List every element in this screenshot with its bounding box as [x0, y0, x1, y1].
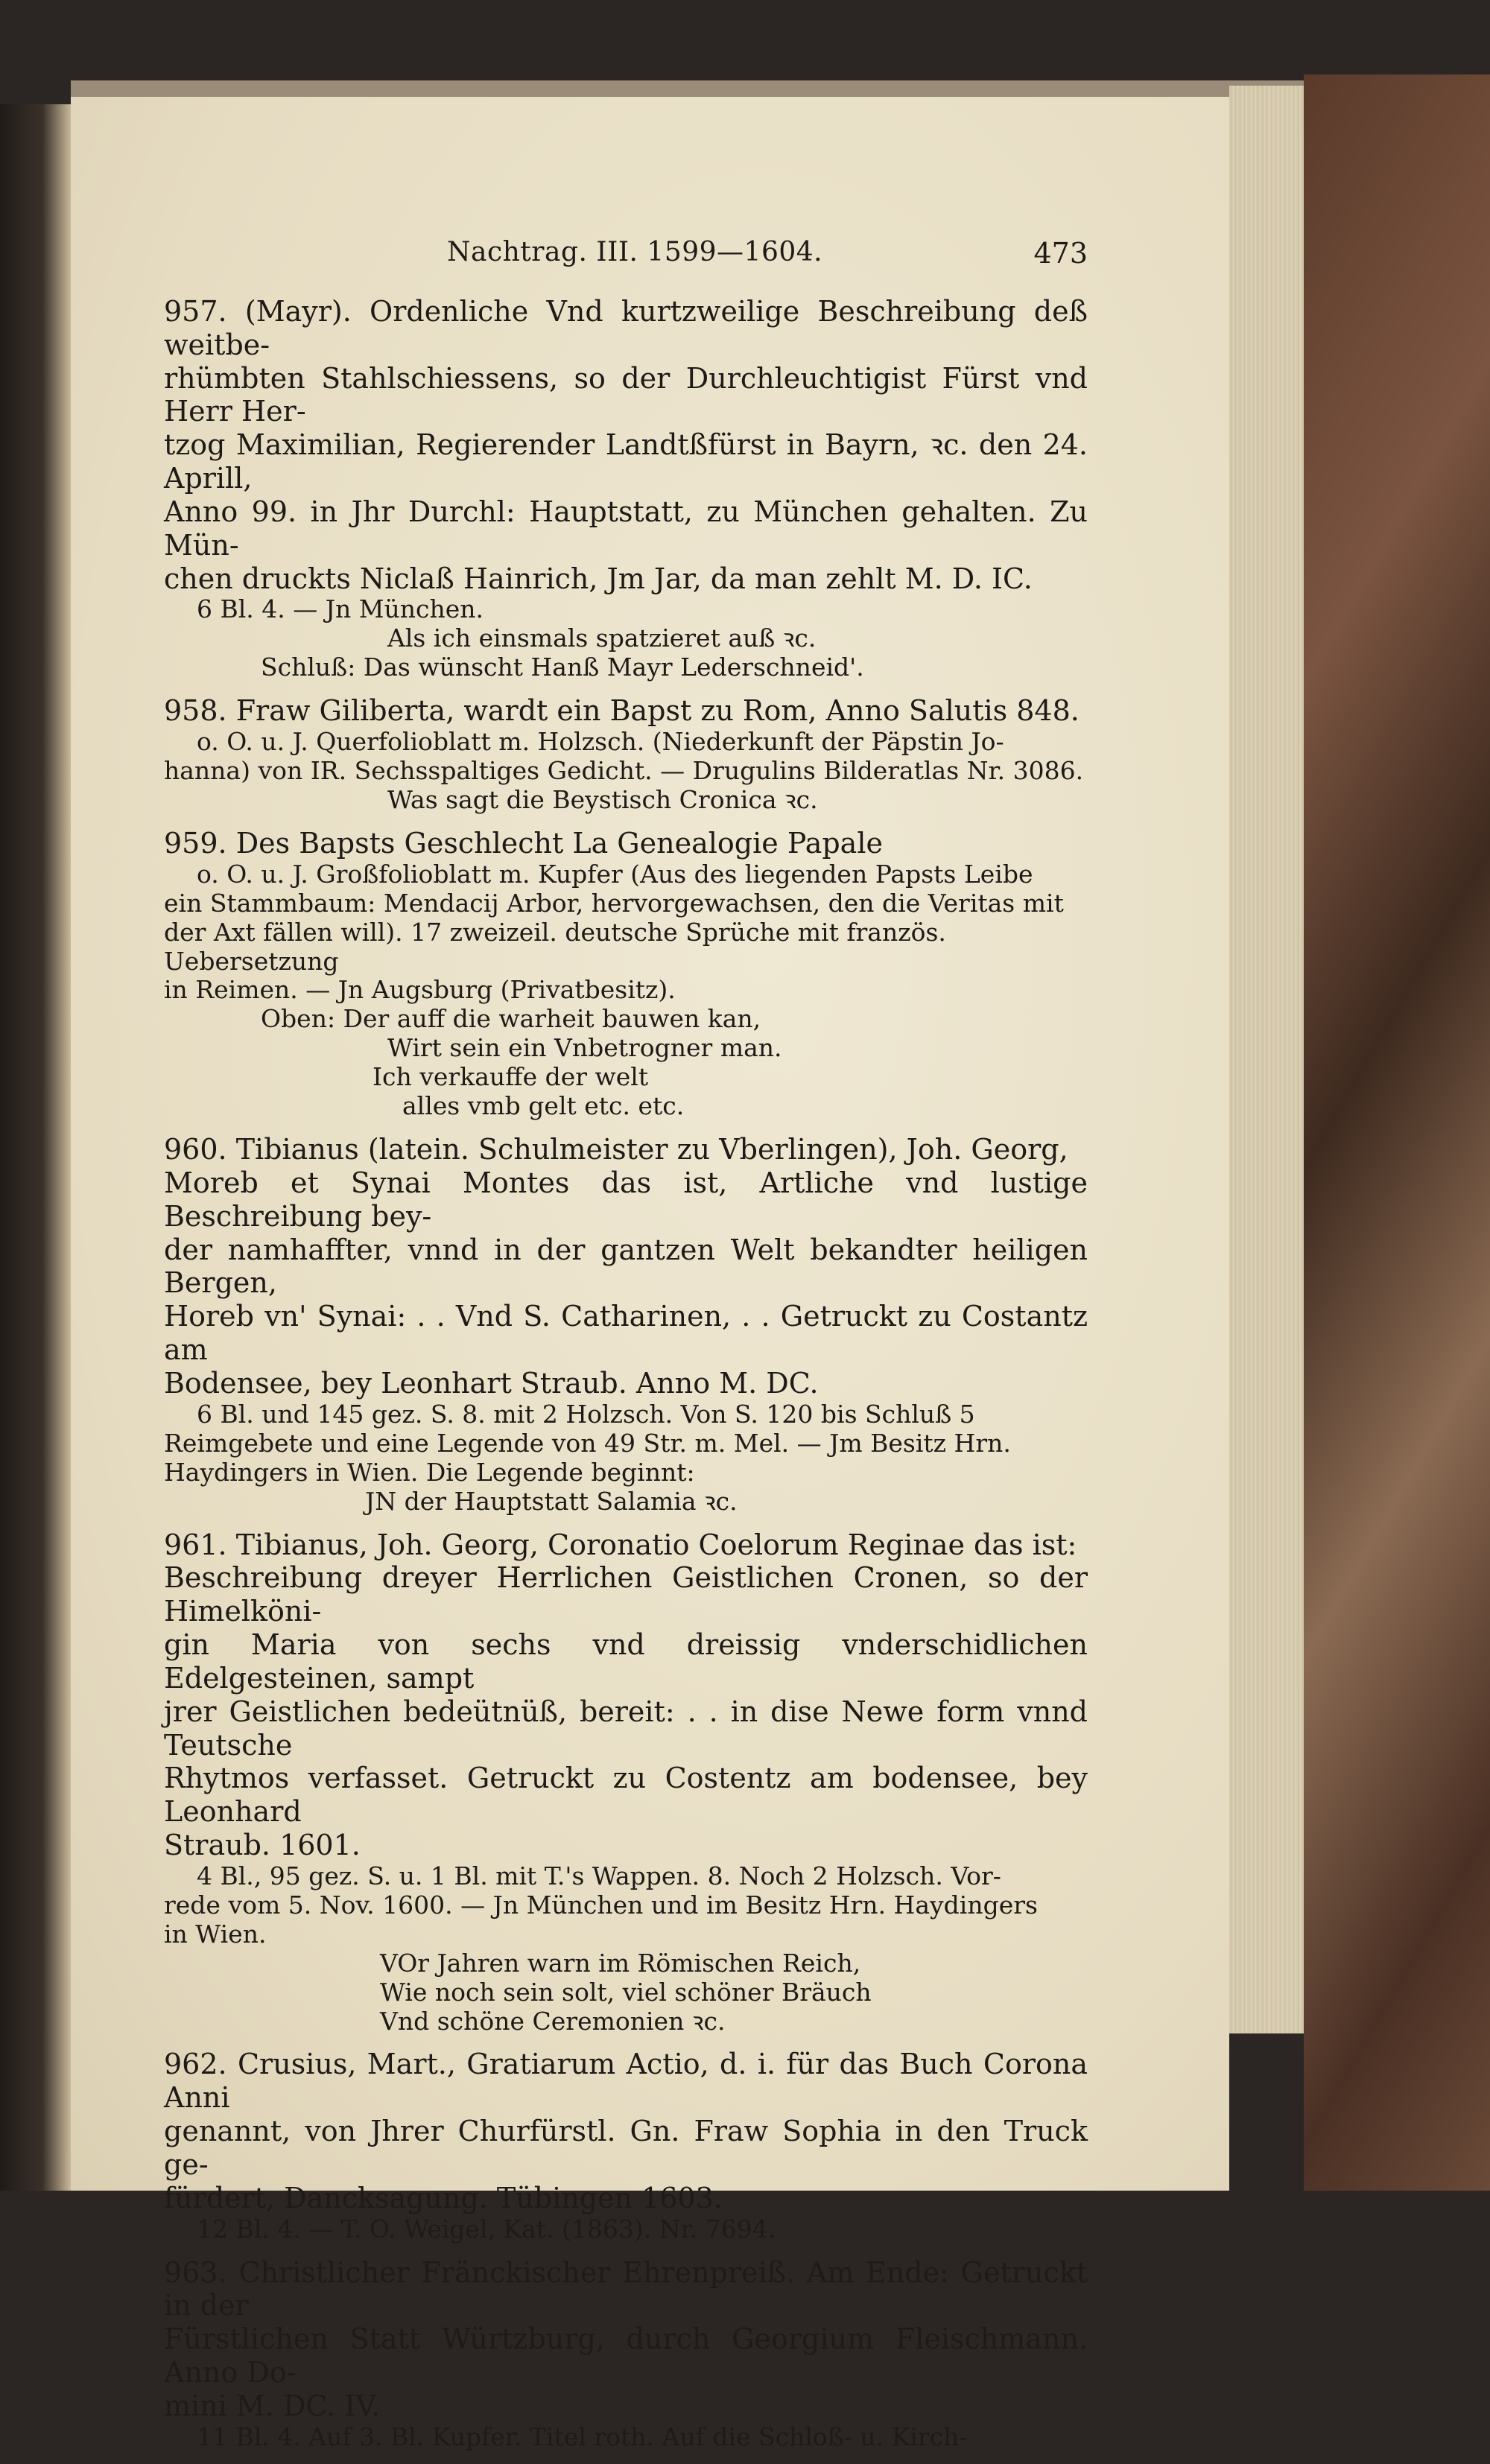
book-gutter — [0, 104, 71, 2191]
entry-line: Bodensee, bey Leonhart Straub. Anno M. DC. — [164, 1366, 819, 1400]
entry-note: in Reimen. — Jn Augsburg (Privatbesitz). — [164, 975, 676, 1005]
entry-note: 6 Bl. 4. — Jn München. — [197, 594, 484, 624]
entry-line: gin Maria von sechs vnd dreissig vnderschidlichen Edelgesteinen, sampt — [164, 1628, 1088, 1695]
entry-957 — [164, 295, 1088, 682]
entry-note: o. O. u. J. Großfolioblatt m. Kupfer (Aus des liegenden Papsts Leibe — [197, 859, 1033, 889]
entry-line: rhümbten Stahlschiessens, so der Durchleuchtigist Fürst vnd Herr Her- — [164, 361, 1088, 428]
entry-line: Beschreibung dreyer Herrlichen Geistlichen Cronen, so der Himelköni- — [164, 1561, 1088, 1628]
entry-line: 957. (Mayr). Ordenliche Vnd kurtzweilige Beschreibung deß weitbe- — [164, 295, 1088, 361]
entry-line: Straub. 1601. — [164, 1829, 361, 1861]
running-title: Nachtrag. III. 1599—1604. — [447, 237, 823, 267]
entry-line: mini M. DC. IV. — [164, 2389, 381, 2422]
entry-verse: Vnd schöne Ceremonien ꝛc. — [380, 2006, 726, 2036]
entry-quote: JN der Hauptstatt Salamia ꝛc. — [365, 1486, 738, 1516]
page-text — [164, 237, 1088, 2464]
entry-line: Fürstlichen Statt Würtzburg, durch Georgium Fleischmann. Anno Do- — [164, 2322, 1088, 2390]
entry-note: ein Stammbaum: Mendacij Arbor, hervorgewachsen, den die Veritas mit — [164, 888, 1064, 918]
entry-verse: VOr Jahren warn im Römischen Reich, — [380, 1948, 861, 1978]
page-number: 473 — [1033, 237, 1088, 270]
entry-line: fürdert, Dancksagung. Tübingen 1603. — [164, 2181, 723, 2214]
entry-961 — [164, 1528, 1088, 2036]
entry-line: Horeb vn' Synai: . . Vnd S. Catharinen, . . Getruckt zu Costantz am — [164, 1300, 1088, 1367]
entry-note: Reimgebete und eine Legende von 49 Str. m. Mel. — Jm Besitz Hrn. — [164, 1428, 1011, 1458]
entry-note: 6 Bl. und 145 gez. S. 8. mit 2 Holzsch. Von S. 120 bis Schluß 5 — [197, 1399, 975, 1429]
entry-quote: Ich verkauffe der welt — [372, 1062, 649, 1092]
entry-line: 961. Tibianus, Joh. Georg, Coronatio Coelorum Reginae das ist: — [164, 1528, 1077, 1561]
entry-line: 962. Crusius, Mart., Gratiarum Actio, d. i. für das Buch Corona Anni — [164, 2048, 1088, 2115]
entry-line: 958. Fraw Giliberta, wardt ein Bapst zu Rom, Anno Salutis 848. — [164, 694, 1080, 728]
entry-958 — [164, 694, 1088, 815]
running-head — [164, 237, 1088, 274]
page-top-edge — [71, 80, 1304, 98]
entry-line: der namhaffter, vnnd in der gantzen Welt bekandter heiligen Bergen, — [164, 1233, 1088, 1300]
entry-line: Rhytmos verfasset. Getruckt zu Costentz am bodensee, bey Leonhard — [164, 1762, 1088, 1829]
entry-quote: Als ich einsmals spatzieret auß ꝛc. — [387, 623, 817, 653]
entry-962 — [164, 2048, 1088, 2244]
entry-note: Haydingers in Wien. Die Legende beginnt: — [164, 1457, 695, 1487]
entry-note: der Axt fällen will). 17 zweizeil. deutsche Sprüche mit französ. Uebersetzung — [164, 917, 946, 976]
entry-note: rede vom 5. Nov. 1600. — Jn München und im Besitz Hrn. Haydingers — [164, 1890, 1038, 1920]
entry-line: Anno 99. in Jhr Durchl: Hauptstatt, zu München gehalten. Zu Mün- — [164, 495, 1088, 562]
marbled-cover-board — [1304, 74, 1490, 2191]
entry-line: genannt, von Jhrer Churfürstl. Gn. Fraw Sophia in den Truck ge- — [164, 2115, 1088, 2181]
entry-quote: alles vmb gelt etc. etc. — [402, 1091, 685, 1121]
entry-line: chen druckts Niclaß Hainrich, Jm Jar, da man zehlt M. D. IC. — [164, 562, 1033, 595]
entry-line: 959. Des Bapsts Geschlecht La Genealogie Papale — [164, 826, 883, 860]
entry-quote: Schluß: Das wünscht Hanß Mayr Lederschneid'. — [261, 652, 864, 682]
entry-note: 12 Bl. 4. — T. O. Weigel, Kat. (1863). Nr. 7694. — [197, 2214, 776, 2244]
entry-959 — [164, 827, 1088, 1121]
entry-quote-label: Oben: Der auff die warheit bauwen kan, — [261, 1004, 761, 1034]
entry-note: 11 Bl. 4. Auf 3. Bl. Kupfer. Titel roth. Auf die Schloß- u. Kirch- — [197, 2422, 968, 2451]
entry-quote: Wirt sein ein Vnbetrogner man. — [387, 1033, 782, 1063]
entry-963 — [164, 2256, 1088, 2452]
entry-note: hanna) von IR. Sechsspaltiges Gedicht. — Drugulins Bilderatlas Nr. 3086. — [164, 756, 1084, 786]
entry-verse: Wie noch sein solt, viel schöner Bräuch — [380, 1977, 872, 2007]
entry-note: in Wien. — [164, 1919, 267, 1949]
entry-line: tzog Maximilian, Regierender Landtßfürst in Bayrn, ꝛc. den 24. Aprill, — [164, 428, 1088, 495]
entry-note: o. O. u. J. Querfolioblatt m. Holzsch. (Niederkunft der Päpstin Jo- — [197, 727, 1004, 757]
entry-note: 4 Bl., 95 gez. S. u. 1 Bl. mit T.'s Wappen. 8. Noch 2 Holzsch. Vor- — [197, 1861, 1001, 1890]
page-stack-edges — [1229, 86, 1304, 2033]
entry-line: 963. Christlicher Fränckischer Ehrenpreiß. Am Ende: Getruckt in der — [164, 2255, 1088, 2322]
entry-quote: Was sagt die Beystisch Cronica ꝛc. — [387, 784, 818, 814]
entry-line: Moreb et Synai Montes das ist, Artliche vnd lustige Beschreibung bey- — [164, 1166, 1088, 1233]
entry-line: 960. Tibianus (latein. Schulmeister zu Vberlingen), Joh. Georg, — [164, 1133, 1068, 1166]
entry-960 — [164, 1133, 1088, 1516]
entry-line: jrer Geistlichen bedeütnüß, bereit: . . in dise Newe form vnnd Teutsche — [164, 1695, 1088, 1762]
